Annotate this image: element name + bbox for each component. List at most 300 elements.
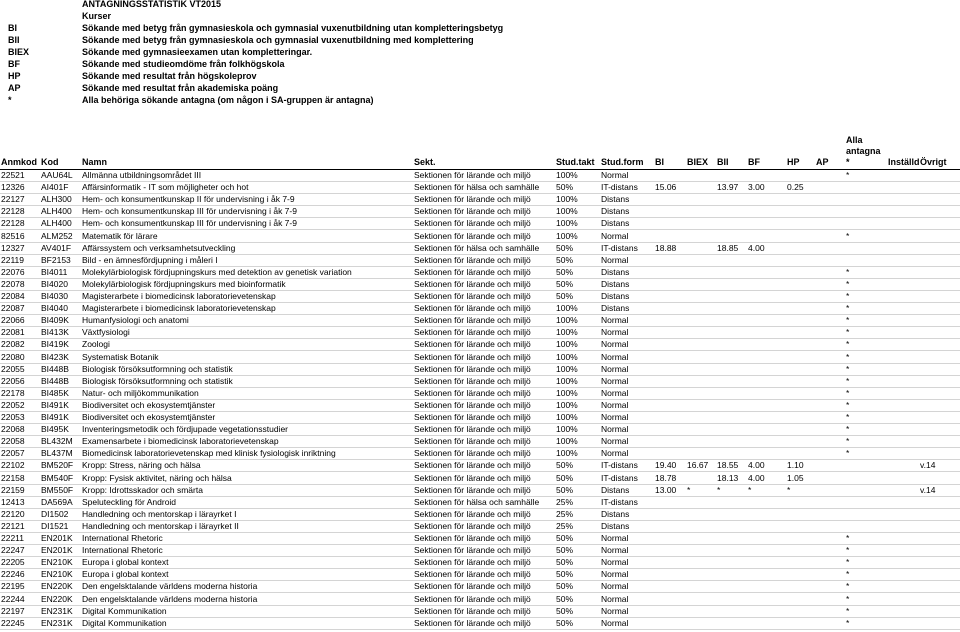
cell-takt: 100% xyxy=(556,375,578,386)
cell-form: Normal xyxy=(601,581,629,592)
cell-namn: Digital Kommunikation xyxy=(82,617,167,628)
cell-takt: 100% xyxy=(556,303,578,314)
cell-alla: * xyxy=(846,412,850,422)
cell-takt: 100% xyxy=(556,315,578,326)
cell-sekt: Sektionen för lärande och miljö xyxy=(414,194,531,205)
cell-bii: * xyxy=(717,484,721,495)
cell-alla: * xyxy=(846,436,850,447)
cell-anmkod: 22244 xyxy=(1,593,25,604)
col-header-hp[interactable]: HP xyxy=(787,157,800,167)
cell-takt: 50% xyxy=(556,254,574,265)
col-header-biex[interactable]: BIEX xyxy=(687,157,709,167)
cell-form: Normal xyxy=(601,230,629,241)
cell-sekt: Sektionen för lärande och miljö xyxy=(414,218,531,229)
cell-sekt: Sektionen för lärande och miljö xyxy=(414,448,531,459)
cell-anmkod: 22055 xyxy=(1,363,25,374)
cell-sekt: Sektionen för lärande och miljö xyxy=(414,375,531,386)
cell-namn: Hem- och konsumentkunskap III för undervisning i åk 7-9 xyxy=(82,218,297,229)
cell-sekt: Sektionen för lärande och miljö xyxy=(414,605,531,616)
cell-anmkod: 22128 xyxy=(1,206,25,217)
cell-anmkod: 12326 xyxy=(1,182,25,193)
cell-bi: 18.78 xyxy=(655,472,677,483)
cell-form: Normal xyxy=(601,339,629,350)
cell-bf: 4.00 xyxy=(748,242,765,253)
col-header-namn[interactable]: Namn xyxy=(82,157,108,167)
cell-alla: * xyxy=(846,557,850,568)
cell-form: Normal xyxy=(601,593,629,604)
cell-kod: BL432M xyxy=(41,436,73,447)
cell-sekt: Sektionen för lärande och miljö xyxy=(414,581,531,592)
cell-sekt: Sektionen för lärande och miljö xyxy=(414,278,531,289)
cell-anmkod: 22052 xyxy=(1,399,25,410)
cell-kod: BI495K xyxy=(41,424,69,435)
col-header-ovrigt[interactable]: Övrigt xyxy=(920,157,947,167)
cell-takt: 50% xyxy=(556,472,574,483)
cell-sekt: Sektionen för lärande och miljö xyxy=(414,424,531,435)
cell-kod: BI4030 xyxy=(41,291,68,301)
cell-bf: 3.00 xyxy=(748,182,765,193)
cell-alla: * xyxy=(846,375,850,386)
cell-kod: EN231K xyxy=(41,617,73,628)
cell-hp: 1.10 xyxy=(787,460,804,471)
cell-form: IT-distans xyxy=(601,496,638,507)
cell-takt: 50% xyxy=(556,182,574,193)
legend-code: BI xyxy=(8,23,17,33)
cell-anmkod: 22159 xyxy=(1,484,25,495)
cell-kod: BI409K xyxy=(41,315,69,326)
cell-namn: Handledning och mentorskap i lärayrket II xyxy=(82,520,239,531)
cell-biex: 16.67 xyxy=(687,460,709,471)
cell-kod: AV401F xyxy=(41,242,72,253)
legend-text: Sökande med resultat från akademiska poäng xyxy=(82,83,279,93)
cell-sekt: Sektionen för lärande och miljö xyxy=(414,508,531,519)
cell-form: Distans xyxy=(601,266,630,277)
col-header-anmkod[interactable]: Anmkod xyxy=(1,157,37,167)
cell-namn: Växtfysiologi xyxy=(82,327,130,338)
cell-anmkod: 22102 xyxy=(1,460,25,471)
col-header-installd[interactable]: Inställd xyxy=(888,157,920,167)
cell-anmkod: 22119 xyxy=(1,254,25,265)
cell-anmkod: 22158 xyxy=(1,472,25,483)
cell-kod: ALM252 xyxy=(41,230,73,241)
cell-form: IT-distans xyxy=(601,472,638,483)
cell-alla: * xyxy=(846,278,850,289)
col-header-sekt[interactable]: Sekt. xyxy=(414,157,436,167)
cell-form: Normal xyxy=(601,533,629,543)
col-header-ap[interactable]: AP xyxy=(816,157,829,167)
cell-sekt: Sektionen för lärande och miljö xyxy=(414,436,531,447)
cell-anmkod: 22211 xyxy=(1,533,25,543)
cell-form: Normal xyxy=(601,436,629,447)
cell-namn: Kropp: Fysisk aktivitet, näring och hälsa xyxy=(82,472,232,483)
cell-sekt: Sektionen för lärande och miljö xyxy=(414,266,531,277)
cell-takt: 100% xyxy=(556,218,578,229)
cell-form: Distans xyxy=(601,218,630,229)
cell-alla: * xyxy=(846,266,850,277)
col-header-form[interactable]: Stud.form xyxy=(601,157,644,167)
cell-takt: 25% xyxy=(556,520,574,531)
cell-alla: * xyxy=(846,605,850,616)
cell-takt: 25% xyxy=(556,496,574,507)
cell-alla: * xyxy=(846,291,850,301)
legend-text: Sökande med betyg från gymnasieskola och gymnasial vuxenutbildning utan kompletteringsbetyg xyxy=(82,23,504,33)
cell-kod: EN231K xyxy=(41,605,73,616)
cell-sekt: Sektionen för lärande och miljö xyxy=(414,363,531,374)
cell-bf: * xyxy=(748,484,752,495)
cell-form: Distans xyxy=(601,278,630,289)
cell-takt: 50% xyxy=(556,278,574,289)
cell-sekt: Sektionen för lärande och miljö xyxy=(414,387,531,398)
cell-sekt: Sektionen för lärande och miljö xyxy=(414,339,531,350)
cell-kod: EN201K xyxy=(41,533,73,543)
cell-namn: Affärsinformatik - IT som möjligheter och hot xyxy=(82,182,249,193)
col-header-kod[interactable]: Kod xyxy=(41,157,59,167)
cell-form: Normal xyxy=(601,363,629,374)
cell-anmkod: 22057 xyxy=(1,448,25,459)
cell-sekt: Sektionen för lärande och miljö xyxy=(414,254,531,265)
cell-form: IT-distans xyxy=(601,242,638,253)
cell-form: Normal xyxy=(601,254,629,265)
cell-anmkod: 22078 xyxy=(1,278,25,289)
cell-kod: BI4011 xyxy=(41,266,68,277)
col-header-takt[interactable]: Stud.takt xyxy=(556,157,595,167)
cell-namn: Speluteckling för Android xyxy=(82,496,177,507)
legend-text: Sökande med studieomdöme från folkhögskola xyxy=(82,59,285,69)
cell-anmkod: 22066 xyxy=(1,315,25,326)
cell-sekt: Sektionen för hälsa och samhälle xyxy=(414,182,540,193)
cell-takt: 50% xyxy=(556,617,574,628)
cell-anmkod: 22058 xyxy=(1,436,25,447)
cell-sekt: Sektionen för lärande och miljö xyxy=(414,351,531,362)
cell-kod: BM540F xyxy=(41,472,74,483)
cell-bi: 18.88 xyxy=(655,242,677,253)
cell-namn: Allmänna utbildningsområdet III xyxy=(82,170,202,180)
cell-form: Normal xyxy=(601,545,629,556)
cell-kod: DI1502 xyxy=(41,508,69,519)
cell-alla: * xyxy=(846,581,850,592)
cell-alla: * xyxy=(846,363,850,374)
cell-bii: 18.85 xyxy=(717,242,739,253)
cell-kod: AI401F xyxy=(41,182,69,193)
legend-code: BF xyxy=(8,59,20,69)
cell-bii: 13.97 xyxy=(717,182,739,193)
cell-sekt: Sektionen för lärande och miljö xyxy=(414,617,531,628)
cell-takt: 50% xyxy=(556,291,574,301)
cell-alla: * xyxy=(846,399,850,410)
cell-kod: DA569A xyxy=(41,496,73,507)
cell-alla: * xyxy=(846,448,850,459)
cell-sekt: Sektionen för lärande och miljö xyxy=(414,327,531,338)
cell-namn: Den engelsktalande världens moderna historia xyxy=(82,593,258,604)
cell-sekt: Sektionen för lärande och miljö xyxy=(414,230,531,241)
cell-namn: Biodiversitet och ekosystemtjänster xyxy=(82,412,216,422)
cell-kod: BI448B xyxy=(41,375,69,386)
cell-alla: * xyxy=(846,617,850,628)
cell-form: Distans xyxy=(601,520,630,531)
cell-hp: 1.05 xyxy=(787,472,804,483)
cell-anmkod: 22087 xyxy=(1,303,25,314)
cell-form: Normal xyxy=(601,569,629,580)
cell-takt: 50% xyxy=(556,581,574,592)
cell-kod: BI419K xyxy=(41,339,69,350)
cell-kod: EN210K xyxy=(41,569,73,580)
cell-namn: Molekylärbiologisk fördjupningskurs med bioinformatik xyxy=(82,278,286,289)
cell-namn: Europa i global kontext xyxy=(82,569,169,580)
cell-namn: Digital Kommunikation xyxy=(82,605,167,616)
cell-takt: 50% xyxy=(556,533,574,543)
cell-alla: * xyxy=(846,170,850,180)
cell-anmkod: 22056 xyxy=(1,375,25,386)
cell-biex: * xyxy=(687,484,691,495)
legend-text: Alla behöriga sökande antagna (om någon i SA-gruppen är antagna) xyxy=(82,95,374,105)
cell-takt: 50% xyxy=(556,484,574,495)
cell-kod: BF2153 xyxy=(41,254,71,265)
cell-kod: EN220K xyxy=(41,593,73,604)
cell-namn: International Rhetoric xyxy=(82,533,163,543)
cell-alla: * xyxy=(846,424,850,435)
cell-sekt: Sektionen för lärande och miljö xyxy=(414,303,531,314)
cell-alla: * xyxy=(846,315,850,326)
col-header-alla[interactable]: Alla antagna * xyxy=(846,135,881,167)
cell-namn: Europa i global kontext xyxy=(82,557,169,568)
table-header xyxy=(0,129,960,170)
cell-anmkod: 22084 xyxy=(1,291,25,301)
cell-alla: * xyxy=(846,533,850,543)
cell-namn: Affärssystem och verksamhetsutveckling xyxy=(82,242,236,253)
cell-namn: Den engelsktalande världens moderna historia xyxy=(82,581,258,592)
cell-takt: 50% xyxy=(556,605,574,616)
cell-kod: ALH300 xyxy=(41,194,72,205)
cell-takt: 50% xyxy=(556,460,574,471)
cell-anmkod: 22128 xyxy=(1,218,25,229)
cell-form: Normal xyxy=(601,557,629,568)
cell-ovrigt: v.14 xyxy=(920,460,936,471)
cell-alla: * xyxy=(846,351,850,362)
cell-form: Normal xyxy=(601,412,629,422)
cell-form: Normal xyxy=(601,375,629,386)
cell-takt: 50% xyxy=(556,545,574,556)
cell-form: Normal xyxy=(601,170,629,180)
cell-namn: Biodiversitet och ekosystemtjänster xyxy=(82,399,216,410)
cell-anmkod: 12327 xyxy=(1,242,25,253)
cell-bf: 4.00 xyxy=(748,472,765,483)
cell-sekt: Sektionen för lärande och miljö xyxy=(414,412,531,422)
cell-anmkod: 22068 xyxy=(1,424,25,435)
cell-anmkod: 22247 xyxy=(1,545,25,556)
cell-alla: * xyxy=(846,327,850,338)
cell-bi: 15.06 xyxy=(655,182,677,193)
cell-form: Distans xyxy=(601,194,630,205)
cell-hp: 0.25 xyxy=(787,182,804,193)
cell-alla: * xyxy=(846,545,850,556)
cell-bii: 18.55 xyxy=(717,460,739,471)
cell-kod: EN201K xyxy=(41,545,73,556)
legend-text: Sökande med betyg från gymnasieskola och gymnasial vuxenutbildning med komplettering xyxy=(82,35,474,45)
cell-sekt: Sektionen för hälsa och samhälle xyxy=(414,496,540,507)
cell-form: Normal xyxy=(601,617,629,628)
cell-namn: Hem- och konsumentkunskap II för undervisning i åk 7-9 xyxy=(82,194,295,205)
cell-form: IT-distans xyxy=(601,182,638,193)
cell-form: Normal xyxy=(601,315,629,326)
cell-form: Normal xyxy=(601,424,629,435)
cell-anmkod: 22178 xyxy=(1,387,25,398)
cell-takt: 50% xyxy=(556,569,574,580)
cell-form: Normal xyxy=(601,605,629,616)
cell-namn: Systematisk Botanik xyxy=(82,351,159,362)
cell-namn: Humanfysiologi och anatomi xyxy=(82,315,189,326)
cell-takt: 100% xyxy=(556,436,578,447)
cell-kod: ALH400 xyxy=(41,206,72,217)
legend-text: Sökande med gymnasieexamen utan kompletteringar. xyxy=(82,47,313,57)
cell-kod: BI413K xyxy=(41,327,69,338)
cell-kod: BL437M xyxy=(41,448,73,459)
cell-form: Normal xyxy=(601,399,629,410)
cell-bi: 19.40 xyxy=(655,460,677,471)
cell-namn: Biomedicinsk laboratorievetenskap med klinisk fysiologisk inriktning xyxy=(82,448,336,459)
cell-kod: BI491K xyxy=(41,412,69,422)
legend-code: AP xyxy=(8,83,21,93)
cell-namn: International Rhetoric xyxy=(82,545,163,556)
cell-takt: 100% xyxy=(556,339,578,350)
cell-alla: * xyxy=(846,339,850,350)
cell-alla: * xyxy=(846,230,850,241)
cell-kod: EN210K xyxy=(41,557,73,568)
report-title-text: ANTAGNINGSSTATISTIK VT2015 xyxy=(82,0,222,9)
cell-kod: BI491K xyxy=(41,399,69,410)
cell-namn: Matematik för lärare xyxy=(82,230,158,241)
cell-alla: * xyxy=(846,569,850,580)
cell-sekt: Sektionen för lärande och miljö xyxy=(414,291,531,301)
cell-kod: BI423K xyxy=(41,351,69,362)
cell-kod: BI485K xyxy=(41,387,69,398)
legend-code: BII xyxy=(8,35,20,45)
cell-namn: Bild - en ämnesfördjupning i måleri I xyxy=(82,254,218,265)
cell-sekt: Sektionen för lärande och miljö xyxy=(414,399,531,410)
cell-form: Normal xyxy=(601,351,629,362)
cell-namn: Zoologi xyxy=(82,339,110,350)
cell-kod: ALH400 xyxy=(41,218,72,229)
cell-form: Distans xyxy=(601,291,630,301)
cell-anmkod: 22195 xyxy=(1,581,25,592)
col-header-bf[interactable]: BF xyxy=(748,157,760,167)
cell-form: Distans xyxy=(601,508,630,519)
cell-bii: 18.13 xyxy=(717,472,739,483)
legend-code: * xyxy=(8,95,12,105)
cell-takt: 50% xyxy=(556,242,574,253)
cell-form: IT-distans xyxy=(601,460,638,471)
cell-ovrigt: v.14 xyxy=(920,484,936,495)
cell-takt: 100% xyxy=(556,424,578,435)
cell-anmkod: 22121 xyxy=(1,520,25,531)
cell-namn: Kropp: Stress, näring och hälsa xyxy=(82,460,201,471)
cell-takt: 100% xyxy=(556,412,578,422)
cell-namn: Inventeringsmetodik och fördjupade vegetationsstudier xyxy=(82,424,289,435)
cell-kod: BI4040 xyxy=(41,303,68,314)
cell-anmkod: 22082 xyxy=(1,339,25,350)
cell-hp: * xyxy=(787,484,791,495)
cell-sekt: Sektionen för lärande och miljö xyxy=(414,569,531,580)
cell-anmkod: 22197 xyxy=(1,605,25,616)
cell-takt: 100% xyxy=(556,363,578,374)
cell-takt: 25% xyxy=(556,508,574,519)
cell-anmkod: 22127 xyxy=(1,194,25,205)
cell-kod: BM550F xyxy=(41,484,74,495)
legend-code: HP xyxy=(8,71,21,81)
cell-anmkod: 22246 xyxy=(1,569,25,580)
cell-anmkod: 22245 xyxy=(1,617,25,628)
cell-namn: Magisterarbete i biomedicinsk laboratorievetenskap xyxy=(82,303,276,314)
cell-anmkod: 22076 xyxy=(1,266,25,277)
cell-takt: 100% xyxy=(556,351,578,362)
cell-takt: 100% xyxy=(556,170,578,180)
cell-takt: 50% xyxy=(556,593,574,604)
cell-namn: Biologisk försöksutformning och statistik xyxy=(82,375,233,386)
cell-kod: BI4020 xyxy=(41,278,68,289)
cell-namn: Kropp: Idrottsskador och smärta xyxy=(82,484,203,495)
cell-anmkod: 22081 xyxy=(1,327,25,338)
cell-namn: Handledning och mentorskap i lärayrket I xyxy=(82,508,237,519)
cell-sekt: Sektionen för lärande och miljö xyxy=(414,472,531,483)
col-header-bi[interactable]: BI xyxy=(655,157,664,167)
cell-namn: Natur- och miljökommunikation xyxy=(82,387,199,398)
cell-namn: Biologisk försöksutformning och statistik xyxy=(82,363,233,374)
cell-sekt: Sektionen för lärande och miljö xyxy=(414,460,531,471)
cell-anmkod: 22053 xyxy=(1,412,25,422)
cell-sekt: Sektionen för lärande och miljö xyxy=(414,545,531,556)
cell-takt: 50% xyxy=(556,266,574,277)
cell-bf: 4.00 xyxy=(748,460,765,471)
cell-namn: Hem- och konsumentkunskap III för undervisning i åk 7-9 xyxy=(82,206,297,217)
cell-kod: BM520F xyxy=(41,460,74,471)
cell-anmkod: 22120 xyxy=(1,508,25,519)
legend-code: BIEX xyxy=(8,47,30,57)
cell-anmkod: 22080 xyxy=(1,351,25,362)
cell-kod: BI448B xyxy=(41,363,69,374)
table-row xyxy=(0,617,960,630)
cell-namn: Molekylärbiologisk fördjupningskurs med detektion av genetisk variation xyxy=(82,266,352,277)
cell-bi: 13.00 xyxy=(655,484,677,495)
cell-alla: * xyxy=(846,387,850,398)
legend-text: Sökande med resultat från högskoleprov xyxy=(82,71,257,81)
cell-sekt: Sektionen för hälsa och samhälle xyxy=(414,242,540,253)
cell-takt: 100% xyxy=(556,194,578,205)
cell-sekt: Sektionen för lärande och miljö xyxy=(414,520,531,531)
cell-anmkod: 22205 xyxy=(1,557,25,568)
cell-form: Distans xyxy=(601,206,630,217)
cell-kod: EN220K xyxy=(41,581,73,592)
col-header-bii[interactable]: BII xyxy=(717,157,729,167)
cell-sekt: Sektionen för lärande och miljö xyxy=(414,557,531,568)
cell-takt: 100% xyxy=(556,230,578,241)
cell-form: Normal xyxy=(601,327,629,338)
cell-alla: * xyxy=(846,593,850,604)
cell-anmkod: 82516 xyxy=(1,230,25,241)
cell-takt: 100% xyxy=(556,206,578,217)
cell-form: Distans xyxy=(601,303,630,314)
cell-form: Normal xyxy=(601,448,629,459)
cell-kod: DI1521 xyxy=(41,520,69,531)
cell-kod: AAU64L xyxy=(41,170,73,180)
cell-sekt: Sektionen för lärande och miljö xyxy=(414,533,531,543)
cell-anmkod: 12413 xyxy=(1,496,25,507)
cell-takt: 100% xyxy=(556,327,578,338)
cell-sekt: Sektionen för lärande och miljö xyxy=(414,593,531,604)
cell-alla: * xyxy=(846,303,850,314)
cell-form: Normal xyxy=(601,387,629,398)
cell-namn: Examensarbete i biomedicinsk laboratorievetenskap xyxy=(82,436,279,447)
cell-sekt: Sektionen för lärande och miljö xyxy=(414,206,531,217)
cell-takt: 50% xyxy=(556,557,574,568)
